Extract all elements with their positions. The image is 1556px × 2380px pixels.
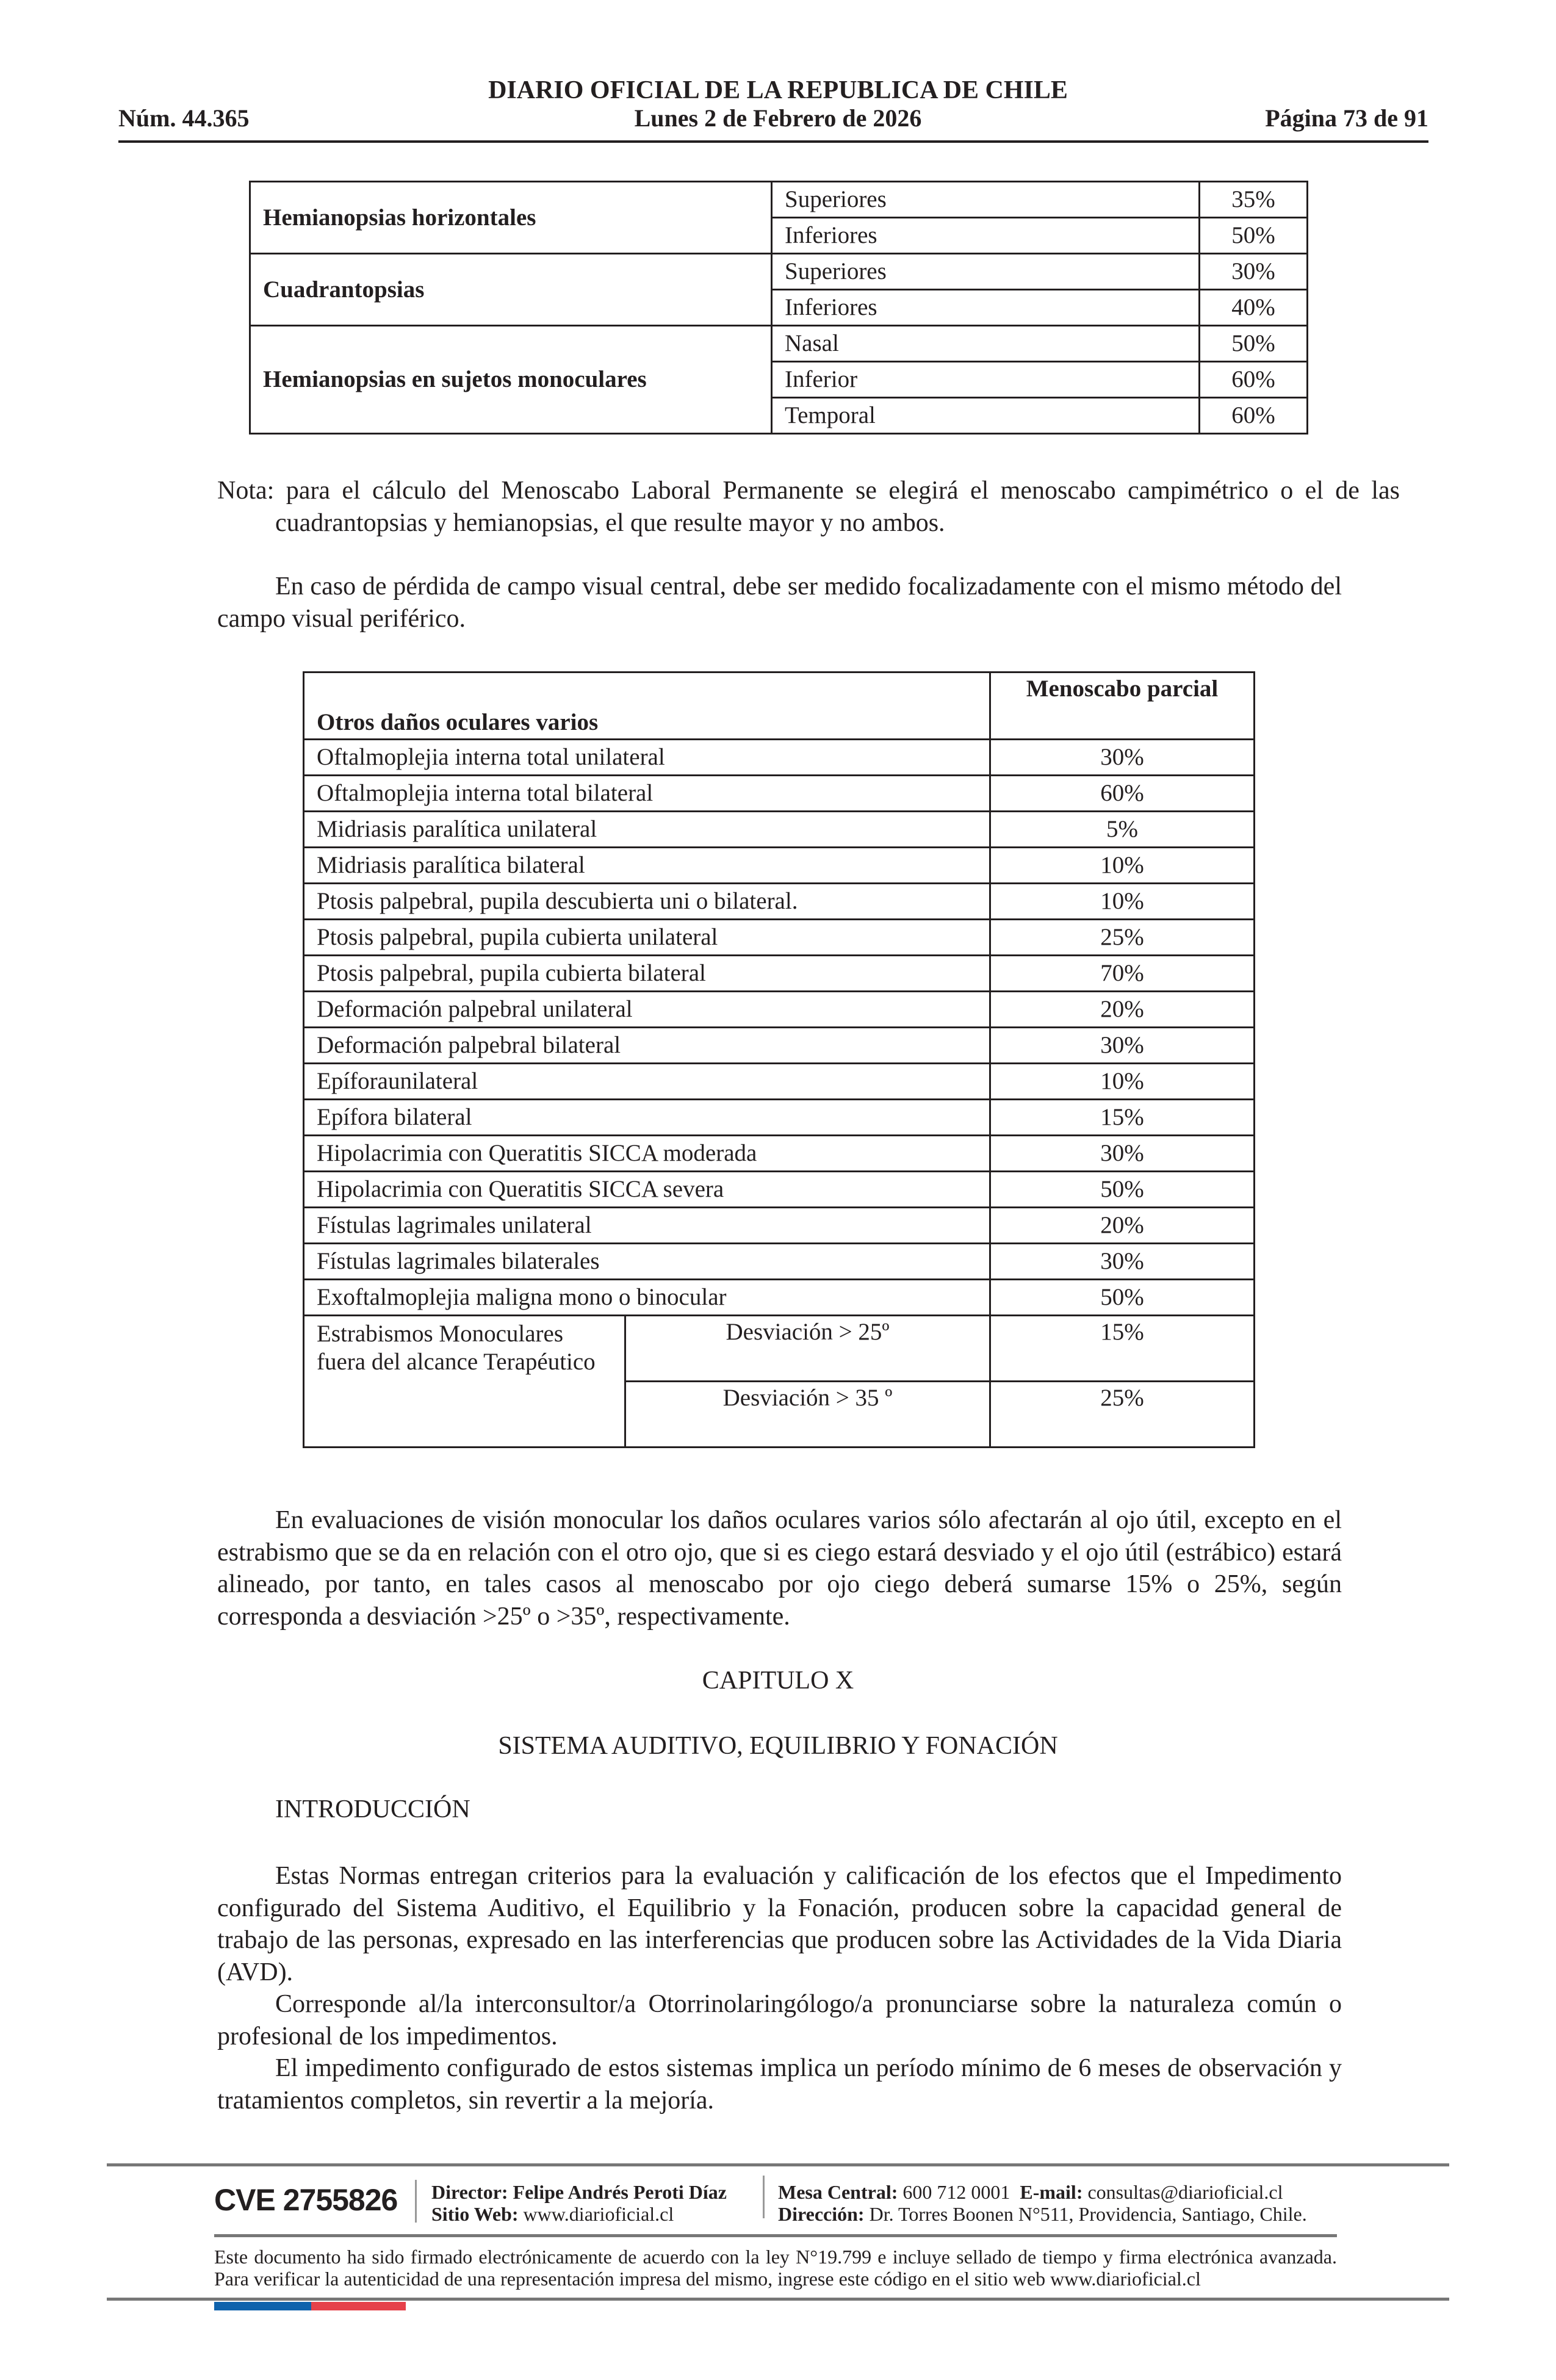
phone-label: Mesa Central: (778, 2181, 898, 2203)
intro-paragraph: El impedimento configurado de estos sistemas implica un período mínimo de 6 meses de observación y tratamientos completos, sin revertir a la mejoría. (217, 2054, 1342, 2115)
percent-cell: 30% (990, 740, 1255, 776)
issue-date: Lunes 2 de Febrero de 2026 (634, 104, 922, 132)
table-row (304, 1172, 1255, 1208)
footer-contact-block (778, 2181, 1307, 2225)
percent-cell: 20% (990, 1208, 1255, 1244)
damage-cell: Exoftalmoplejia maligna mono o binocular (304, 1280, 990, 1316)
table-row (304, 848, 1255, 884)
address-label: Dirección: (778, 2203, 865, 2225)
note-paragraph: Nota: para el cálculo del Menoscabo Laboral Permanente se elegirá el menoscabo campimétrico o el de las cuadrantopsias y hemianopsias, el que resulte mayor y no ambos. (217, 477, 1400, 537)
table-row (250, 254, 1308, 290)
percent-cell: 50% (1200, 326, 1308, 362)
header-rule (118, 140, 1428, 143)
table-row (250, 326, 1308, 362)
email-label: E-mail: (1020, 2181, 1083, 2203)
table-row (304, 740, 1255, 776)
table-row (304, 1028, 1255, 1064)
journal-title: DIARIO OFICIAL DE LA REPUBLICA DE CHILE (488, 76, 1068, 104)
damage-cell: Oftalmoplejia interna total bilateral (304, 776, 990, 812)
damage-cell: Ptosis palpebral, pupila cubierta bilateral (304, 956, 990, 992)
percent-cell: 30% (990, 1244, 1255, 1280)
group-label: Hemianopsias horizontales (250, 182, 772, 254)
intro-paragraph: Corresponde al/la interconsultor/a Otorrinolaringólogo/a pronunciarse sobre la naturaleza común o profesional de los impedimentos. (217, 1990, 1342, 2050)
damage-cell: Hipolacrimia con Queratitis SICCA moderada (304, 1136, 990, 1172)
intro-body (217, 1860, 1342, 2116)
subtype-cell: Superiores (772, 254, 1200, 290)
cve-code: CVE 2755826 (214, 2183, 398, 2217)
deviation-cell: Desviación > 35 º (625, 1382, 990, 1448)
percent-cell: 30% (990, 1028, 1255, 1064)
damage-cell: Fístulas lagrimales unilateral (304, 1208, 990, 1244)
percent-cell: 15% (990, 1100, 1255, 1136)
header-impairment: Menoscabo parcial (990, 673, 1255, 740)
damage-cell: Epífora bilateral (304, 1100, 990, 1136)
percent-cell: 70% (990, 956, 1255, 992)
table-row (304, 920, 1255, 956)
percent-cell: 60% (990, 776, 1255, 812)
percent-cell: 20% (990, 992, 1255, 1028)
table-row (304, 1208, 1255, 1244)
table-row (304, 1280, 1255, 1316)
intro-heading: INTRODUCCIÓN (275, 1795, 470, 1823)
table-row (250, 182, 1308, 218)
subtype-cell: Inferiores (772, 290, 1200, 326)
intro-paragraph: Estas Normas entregan criterios para la evaluación y calificación de los efectos que el Impedimento configurado del Sistema Auditivo, el Equilibrio y la Fonación, producen sobre la capacidad general de trabajo de las personas, expresado en las interferencias que producen sobre las Actividades de la Vida Diaria (AVD). (217, 1862, 1342, 1986)
ocular-damage-table (303, 671, 1255, 1448)
table-row (304, 956, 1255, 992)
table-row (304, 992, 1255, 1028)
percent-cell: 35% (1200, 182, 1308, 218)
damage-cell: Oftalmoplejia interna total unilateral (304, 740, 990, 776)
footer-divider (763, 2176, 765, 2218)
footer-divider (415, 2180, 417, 2223)
address: Dr. Torres Boonen N°511, Providencia, Santiago, Chile. (869, 2203, 1307, 2225)
page-number: Página 73 de 91 (1265, 104, 1428, 132)
percent-cell: 10% (990, 884, 1255, 920)
table-row (304, 884, 1255, 920)
damage-cell: Midriasis paralítica bilateral (304, 848, 990, 884)
hemianopsia-table (249, 181, 1308, 435)
issue-number: Núm. 44.365 (118, 104, 250, 132)
percent-cell: 40% (1200, 290, 1308, 326)
footer-rule-mid (214, 2234, 1337, 2237)
damage-cell: Deformación palpebral bilateral (304, 1028, 990, 1064)
strabismus-row (304, 1316, 1255, 1382)
footer-rule-top (107, 2163, 1449, 2166)
damage-cell: Hipolacrimia con Queratitis SICCA severa (304, 1172, 990, 1208)
subtype-cell: Inferior (772, 362, 1200, 398)
footer-rule-bottom (107, 2298, 1449, 2301)
percent-cell: 60% (1200, 398, 1308, 434)
flag-bar-red (311, 2302, 406, 2310)
percent-cell: 30% (1200, 254, 1308, 290)
header-damage: Otros daños oculares varios (304, 673, 990, 740)
director-label: Director: (431, 2181, 508, 2203)
phone: 600 712 0001 (902, 2181, 1010, 2203)
director-name: Felipe Andrés Peroti Díaz (513, 2181, 727, 2203)
subtype-cell: Nasal (772, 326, 1200, 362)
damage-cell: Fístulas lagrimales bilaterales (304, 1244, 990, 1280)
signature-disclaimer: Este documento ha sido firmado electrónicamente de acuerdo con la ley N°19.799 e incluye sellado de tiempo y firma electrónica avanzada. Para verificar la autenticidad de una representación impresa del mismo, ingrese este código en el sitio web www.diarioficial.cl (214, 2246, 1337, 2290)
percent-cell: 10% (990, 848, 1255, 884)
subtype-cell: Superiores (772, 182, 1200, 218)
footer-director-block (431, 2181, 727, 2225)
chapter-title: SISTEMA AUDITIVO, EQUILIBRIO Y FONACIÓN (498, 1732, 1058, 1760)
table-header-row (304, 673, 1255, 740)
percent-cell: 50% (990, 1172, 1255, 1208)
percent-cell: 60% (1200, 362, 1308, 398)
strabismus-label: Estrabismos Monoculares fuera del alcance Terapéutico (304, 1316, 625, 1448)
monocular-paragraph: En evaluaciones de visión monocular los daños oculares varios sólo afectarán al ojo útil, excepto en el estrabismo que se da en relación con el otro ojo, que si es ciego estará desviado y el ojo útil (estrábico) estará alineado, por tanto, en tales casos al menoscabo por ojo ciego deberá sumarse 15% o 25%, según corresponda a desviación >25º o >35º, respectivamente. (217, 1506, 1342, 1631)
percent-cell: 15% (990, 1316, 1255, 1382)
table-row (304, 812, 1255, 848)
group-label: Cuadrantopsias (250, 254, 772, 326)
damage-cell: Ptosis palpebral, pupila cubierta unilateral (304, 920, 990, 956)
deviation-cell: Desviación > 25º (625, 1316, 990, 1382)
damage-cell: Midriasis paralítica unilateral (304, 812, 990, 848)
web-label: Sitio Web: (431, 2203, 519, 2225)
damage-cell: Deformación palpebral unilateral (304, 992, 990, 1028)
table-row (304, 776, 1255, 812)
damage-cell: Ptosis palpebral, pupila descubierta uni o bilateral. (304, 884, 990, 920)
percent-cell: 25% (990, 1382, 1255, 1448)
table-row (304, 1100, 1255, 1136)
percent-cell: 5% (990, 812, 1255, 848)
subtype-cell: Inferiores (772, 218, 1200, 254)
group-label: Hemianopsias en sujetos monoculares (250, 326, 772, 434)
damage-cell: Epíforaunilateral (304, 1064, 990, 1100)
web-link[interactable]: www.diarioficial.cl (523, 2203, 674, 2225)
subtype-cell: Temporal (772, 398, 1200, 434)
table-row (304, 1064, 1255, 1100)
chapter-number: CAPITULO X (702, 1667, 854, 1695)
flag-bar-blue (214, 2302, 311, 2310)
percent-cell: 50% (1200, 218, 1308, 254)
central-field-paragraph: En caso de pérdida de campo visual central, debe ser medido focalizadamente con el mismo método del campo visual periférico. (217, 572, 1342, 633)
percent-cell: 10% (990, 1064, 1255, 1100)
percent-cell: 50% (990, 1280, 1255, 1316)
email-link[interactable]: consultas@diarioficial.cl (1087, 2181, 1283, 2203)
percent-cell: 30% (990, 1136, 1255, 1172)
percent-cell: 25% (990, 920, 1255, 956)
table-row (304, 1136, 1255, 1172)
table-row (304, 1244, 1255, 1280)
